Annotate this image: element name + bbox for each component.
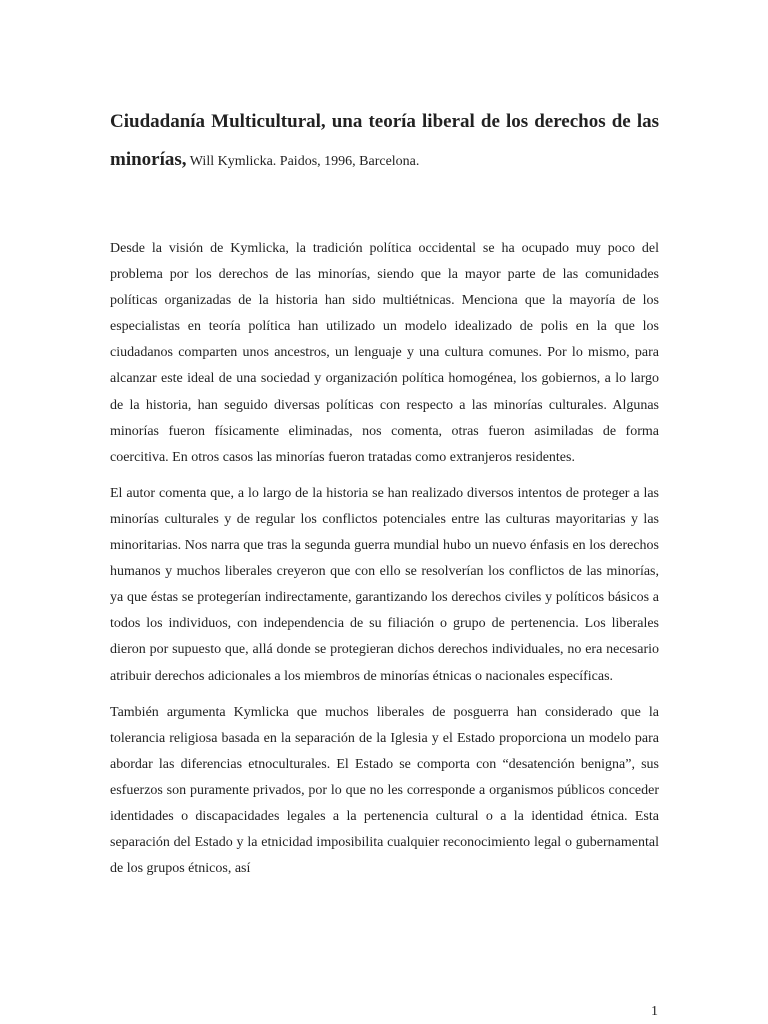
paragraph-1: Desde la visión de Kymlicka, la tradición política occidental se ha ocupado muy poco del problema por los derechos de las minorías, siendo que la mayor parte de las comunidades políticas organizadas de la historia han sido multiétnicas. Menciona que la mayoría de los especialistas en teoría política han utilizado un modelo idealizado de polis en la que los ciudadanos comparten unos ancestros, un lenguaje y una cultura comunes. Por lo mismo, para alcanzar este ideal de una sociedad y organización política homogénea, los gobiernos, a lo largo de la historia, han seguido diversas políticas con respecto a las minorías culturales. Algunas minorías fueron físicamente eliminadas, nos comenta, otras fueron asimiladas de forma coercitiva. En otros casos las minorías fueron tratadas como extranjeros residentes. (110, 241, 659, 465)
page-number: 1 (651, 1004, 658, 1019)
paragraph-3: También argumenta Kymlicka que muchos liberales de posguerra han considerado que la tolerancia religiosa basada en la separación de la Iglesia y el Estado proporciona un modelo para abordar las diferencias etnoculturales. El Estado se comporta con “desatención benigna”, sus esfuerzos son puramente privados, por lo que no les corresponde a organismos públicos conceder identidades o discapacidades legales a la pertenencia cultural o a la identidad étnica. Esta separación del Estado y la etnicidad imposibilita cualquier reconocimiento legal o gubernamental de los grupos étnicos, así (110, 704, 659, 877)
document-page (110, 103, 659, 892)
book-title: Ciudadanía Multicultural, una teoría liberal de los derechos de las minorías, (110, 111, 659, 170)
document-heading (110, 103, 659, 181)
paragraph-2: El autor comenta que, a lo largo de la historia se han realizado diversos intentos de proteger a las minorías culturales y de regular los conflictos potenciales entre las culturas mayoritarias y las minoritarias. Nos narra que tras la segunda guerra mundial hubo un nuevo énfasis en los derechos humanos y muchos liberales creyeron que con ello se resolverían los conflictos de las minorías, ya que éstas se protegerían indirectamente, garantizando los derechos civiles y políticos básicos a todos los individuos, con independencia de su filiación o grupo de pertenencia. Los liberales dieron por supuesto que, allá donde se protegieran dichos derechos individuales, no era necesario atribuir derechos adicionales a los miembros de minorías étnicas o nacionales específicas. (110, 485, 659, 684)
book-citation: Will Kymlicka. Paidos, 1996, Barcelona. (186, 154, 420, 169)
